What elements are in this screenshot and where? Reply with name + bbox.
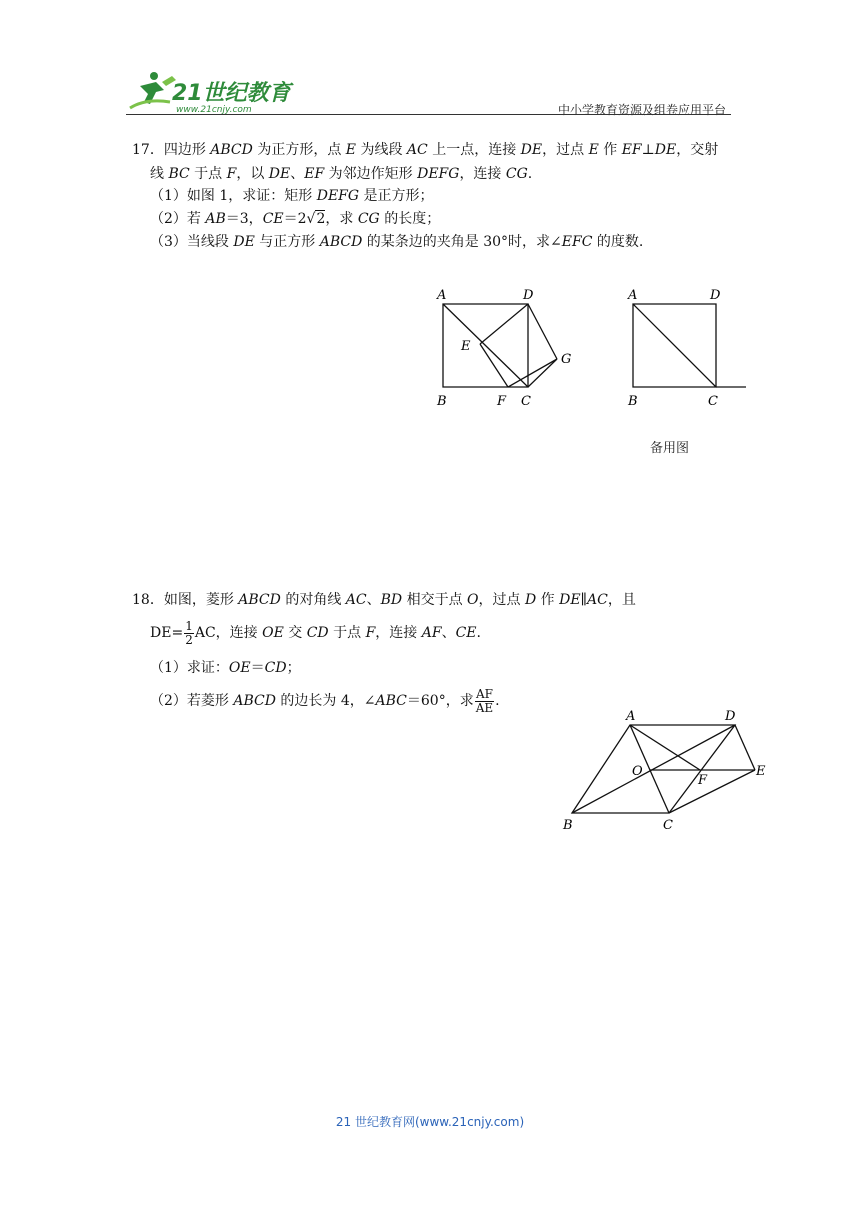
fig2-label-d: D: [710, 288, 721, 303]
q18-figure: [555, 703, 780, 835]
q17-figure-spare: [620, 282, 760, 412]
header-divider: [126, 114, 731, 115]
q17-line2: 线 BC 于点 F，以 DE、EF 为邻边作矩形 DEFG，连接 CG.: [150, 166, 533, 182]
q17-part2: （2）若 AB＝3，CE＝2√2，求 CG 的长度；: [150, 211, 441, 227]
spare-figure-caption: 备用图: [650, 441, 690, 456]
page-footer: 21 世纪教育网(www.21cnjy.com): [335, 1115, 525, 1129]
fig1-label-f: F: [497, 394, 507, 409]
q18-label-f: F: [698, 773, 708, 788]
q18-label-b: B: [563, 818, 573, 833]
runner-logo-icon: [126, 68, 296, 116]
q17-part3: （3）当线段 DE 与正方形 ABCD 的某条边的夹角是 30°时，求∠EFC 的度数.: [150, 234, 644, 250]
fig1-label-a: A: [437, 288, 447, 303]
half-fraction: $\frac{1}{2}$: [185, 618, 193, 647]
q18-line2: DE= $\frac{1}{2}$ AC，连接 OE 交 CD 于点 F，连接 AF、CE.: [150, 618, 481, 647]
fig2-label-b: B: [628, 394, 638, 409]
q17-line1: 17．四边形 ABCD 为正方形，点 E 为线段 AC 上一点，连接 DE，过点 E 作 EF⊥DE，交射: [132, 142, 719, 158]
q18-label-a: A: [626, 709, 636, 724]
q18-part2: （2）若菱形 ABCD 的边长为 4，∠ABC＝60°，求 $\frac{AF}{AE}$ .: [150, 686, 500, 715]
fig1-label-c: C: [521, 394, 531, 409]
q18-label-c: C: [663, 818, 673, 833]
fig1-label-d: D: [523, 288, 534, 303]
q18-part1: （1）求证：OE＝CD；: [150, 660, 301, 676]
fig1-label-b: B: [437, 394, 447, 409]
q18-line1: 18．如图，菱形 ABCD 的对角线 AC、BD 相交于点 O，过点 D 作 DE∥AC，且: [132, 592, 636, 608]
q18-label-d: D: [725, 709, 736, 724]
fig1-label-e: E: [461, 339, 471, 354]
fig1-label-g: G: [561, 352, 572, 367]
q17-figure-1: [425, 282, 585, 412]
q18-label-o: O: [632, 764, 643, 779]
q17-part1: （1）如图 1，求证：矩形 DEFG 是正方形；: [150, 188, 434, 204]
platform-name: 中小学教育资源及组卷应用平台: [557, 103, 726, 117]
fig2-label-a: A: [628, 288, 638, 303]
logo-sub-text: www.21cnjy.com: [176, 105, 252, 115]
site-logo: [126, 68, 296, 116]
fig2-label-c: C: [708, 394, 718, 409]
af-over-ae-fraction: $\frac{AF}{AE}$: [475, 686, 494, 715]
q18-label-e: E: [756, 764, 766, 779]
logo-main-text: 21世纪教育: [172, 81, 291, 106]
